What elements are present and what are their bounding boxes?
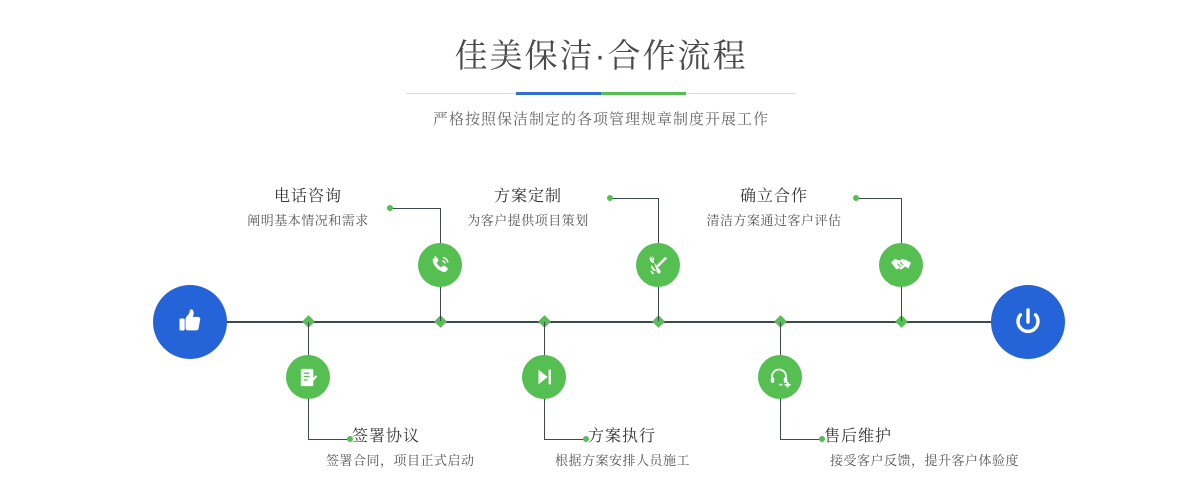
play-forward-icon: [533, 366, 555, 388]
connector-step-3-arm: [610, 198, 659, 199]
step-desc-1: 阐明基本情况和需求: [247, 213, 369, 228]
step-desc-2: 签署合同，项目正式启动: [326, 453, 475, 468]
step-title-2: 签署协议: [352, 428, 421, 445]
step-title-5: 确立合作: [739, 188, 808, 205]
step-desc-5: 清洁方案通过客户评估: [706, 213, 842, 228]
connector-step-4-arm: [544, 439, 585, 440]
step-label-3: [448, 186, 608, 231]
handshake-icon: [889, 253, 913, 277]
document-edit-icon: [297, 366, 320, 389]
step-icon-5[interactable]: [879, 243, 923, 287]
thumbs-up-icon: [172, 304, 208, 340]
connector-step-5-arm: [856, 198, 902, 199]
step-title-4: 方案执行: [588, 428, 657, 445]
timeline-axis: [222, 321, 1002, 323]
header: [0, 34, 1202, 129]
step-title-6: 售后维护: [824, 428, 893, 445]
step-icon-2[interactable]: [286, 355, 330, 399]
step-icon-3[interactable]: [636, 243, 680, 287]
step-label-1: [228, 186, 388, 231]
timeline-end-badge: [991, 285, 1065, 359]
step-label-4: [555, 426, 768, 471]
page-subtitle: 严格按照保洁制定的各项管理规章制度开展工作: [432, 111, 769, 128]
step-title-1: 电话咨询: [273, 188, 342, 205]
step-label-6: [824, 426, 1044, 471]
divider-green-segment: [601, 92, 686, 95]
connector-step-2-arm: [308, 439, 350, 440]
step-desc-6: 接受客户反馈，提升客户体验度: [830, 453, 1020, 468]
step-icon-1[interactable]: [418, 243, 462, 287]
step-desc-4: 根据方案安排人员施工: [555, 453, 691, 468]
step-label-2: [326, 426, 532, 471]
page-title: 佳美保洁·合作流程: [454, 37, 748, 74]
step-label-5: [694, 186, 854, 231]
connector-step-6-arm: [780, 439, 821, 440]
timeline-start-badge: [153, 285, 227, 359]
step-desc-3: 为客户提供项目策划: [467, 213, 589, 228]
connector-step-1-arm: [390, 208, 441, 209]
phone-call-icon: [428, 253, 452, 277]
power-icon: [1009, 303, 1047, 341]
customer-service-add-icon: [768, 365, 792, 389]
tools-icon: [646, 253, 670, 277]
title-divider: [406, 92, 796, 95]
step-icon-6[interactable]: [758, 355, 802, 399]
step-icon-4[interactable]: [522, 355, 566, 399]
step-title-3: 方案定制: [493, 188, 562, 205]
divider-blue-segment: [516, 92, 601, 95]
